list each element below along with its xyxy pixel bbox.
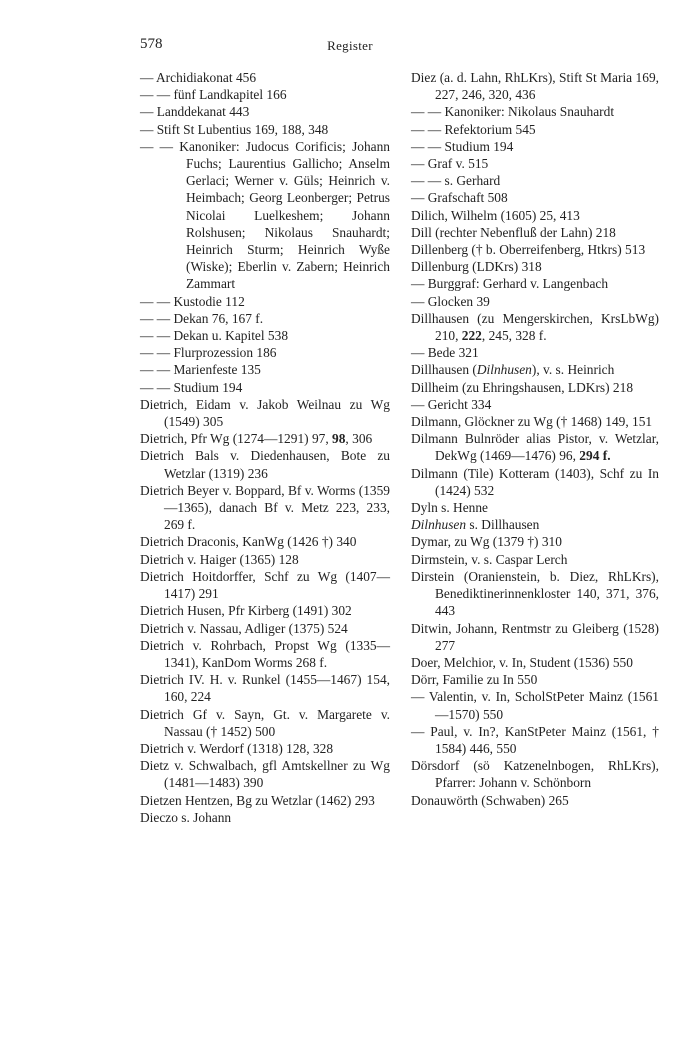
entry-text: Dietrich Beyer v. Boppard, Bf v. Worms (1359—1365), danach Bf v. Metz 223, 233, 269 f.	[140, 482, 390, 533]
entry-text: Dietrich v. Haiger (1365) 128	[140, 551, 299, 567]
index-column-right	[411, 69, 659, 809]
entry-text: — Stift St Lubentius 169, 188, 348	[140, 121, 329, 137]
index-entry	[411, 172, 659, 189]
index-entry	[140, 138, 390, 293]
entry-text: — — s. Gerhard	[411, 173, 501, 189]
index-entry	[411, 69, 659, 103]
running-head: Register	[327, 38, 373, 53]
entry-bold-page: 98	[332, 431, 346, 447]
entry-text: Dietrich Bals v. Diedenhausen, Bote zu Wetzlar (1319) 236	[140, 448, 390, 481]
index-entry	[140, 740, 390, 757]
entry-text: — Paul, v. In?, KanStPeter Mainz (1561, † 1584) 446, 550	[411, 723, 659, 756]
index-entry	[140, 482, 390, 534]
index-entry	[411, 413, 659, 430]
index-entry	[411, 723, 659, 757]
entry-text: Ditwin, Johann, Rentmstr zu Gleiberg (1528) 277	[411, 620, 659, 653]
index-entry	[140, 706, 390, 740]
index-entry	[140, 327, 390, 344]
entry-text: Dörr, Familie zu In 550	[411, 672, 538, 688]
entry-text: — — fünf Landkapitel 166	[140, 87, 287, 103]
entry-text: Dietrich Gf v. Sayn, Gt. v. Margarete v. Nassau († 1452) 500	[140, 706, 390, 739]
index-entry	[140, 637, 390, 671]
index-entry	[411, 275, 659, 292]
entry-text: Donauwörth (Schwaben) 265	[411, 792, 569, 808]
index-entry	[411, 293, 659, 310]
entry-text: — Graf v. 515	[411, 156, 489, 172]
entry-text: Dilmann, Glöckner zu Wg († 1468) 149, 151	[411, 414, 653, 430]
entry-text-after: , 245, 328 f.	[481, 328, 547, 344]
index-entry	[411, 379, 659, 396]
entry-text: — Glocken 39	[411, 293, 490, 309]
entry-text: Dietrich v. Werdorf (1318) 128, 328	[140, 740, 334, 756]
index-entry	[140, 757, 390, 791]
entry-text: Dietzen Hentzen, Bg zu Wetzlar (1462) 293	[140, 792, 375, 808]
index-entry	[140, 792, 390, 809]
entry-bold-page: 222	[461, 328, 482, 344]
entry-text: Dietrich, Pfr Wg (1274—1291) 97,	[140, 431, 333, 447]
entry-text: — — Kanoniker: Judocus Corificis; Johann Fuchs; Laurentius Gallicho; Anselm Gerlaci; Werner v. Güls; Heinrich v. Heimbach; Georg Leonberger; Petrus Nicolai Luelkeshem; Johann Rolshusen; Nikolaus Snauhardt; Heinrich Sturm; Heinrich Wyße (Wiske); Eberlin v. Zabern; Heinrich Zammart	[140, 138, 390, 292]
entry-text: — — Kanoniker: Nikolaus Snauhardt	[411, 104, 615, 120]
index-entry	[411, 258, 659, 275]
index-entry	[411, 792, 659, 809]
entry-text: — — Kustodie 112	[140, 293, 245, 309]
entry-text: — Gericht 334	[411, 396, 492, 412]
index-entry	[140, 103, 390, 120]
index-entry	[411, 671, 659, 688]
index-entry	[140, 809, 390, 826]
entry-text: Dill (rechter Nebenfluß der Lahn) 218	[411, 224, 616, 240]
entry-text: Diez (a. d. Lahn, RhLKrs), Stift St Maria 169, 227, 246, 320, 436	[411, 70, 659, 103]
entry-text: — — Dekan 76, 167 f.	[140, 310, 264, 326]
entry-bold-page: 294 f.	[579, 448, 611, 464]
entry-text: Dilmann (Tile) Kotteram (1403), Schf zu In (1424) 532	[411, 465, 659, 498]
index-entry	[140, 86, 390, 103]
entry-text: — — Flurprozession 186	[140, 345, 277, 361]
entry-text: Dillhausen (zu Mengerskirchen, KrsLbWg) 210,	[411, 310, 659, 344]
index-entry	[140, 310, 390, 327]
entry-text: Dieczo s. Johann	[140, 809, 232, 825]
entry-text: Dietrich v. Rohrbach, Propst Wg (1335—1341), KanDom Worms 268 f.	[140, 637, 390, 670]
entry-text: Dietrich IV. H. v. Runkel (1455—1467) 154, 160, 224	[140, 672, 390, 705]
entry-text: Dillenburg (LDKrs) 318	[411, 259, 542, 275]
page-number: 578	[140, 36, 163, 52]
entry-text-after: s. Dillhausen	[466, 517, 540, 533]
entry-text: — — Refektorium 545	[411, 121, 536, 137]
index-entry	[411, 103, 659, 120]
entry-text: — — Dekan u. Kapitel 538	[140, 328, 289, 344]
index-entry	[411, 568, 659, 620]
index-entry	[140, 602, 390, 619]
entry-text: — Valentin, v. In, ScholStPeter Mainz (1561—1570) 550	[411, 689, 659, 722]
index-entry	[411, 138, 659, 155]
entry-text: Dillenberg († b. Oberreifenberg, Htkrs) 513	[411, 242, 646, 258]
entry-text: Dilmann Bulnröder alias Pistor, v. Wetzlar, DekWg (1469—1476) 96,	[411, 431, 659, 464]
entry-text: Dirmstein, v. s. Caspar Lerch	[411, 551, 568, 567]
entry-text: — Landdekanat 443	[140, 104, 250, 120]
index-entry	[140, 396, 390, 430]
entry-text: Dörsdorf (sö Katzenelnbogen, RhLKrs), Pfarrer: Johann v. Schönborn	[411, 758, 659, 791]
entry-text: — Archidiakonat 456	[140, 70, 257, 85]
index-entry	[140, 447, 390, 481]
index-entry	[411, 533, 659, 550]
index-entry	[411, 344, 659, 361]
index-entry	[140, 344, 390, 361]
index-entry	[411, 155, 659, 172]
entry-text: Dymar, zu Wg (1379 †) 310	[411, 534, 562, 550]
entry-text: Doer, Melchior, v. In, Student (1536) 550	[411, 654, 633, 670]
index-entry	[411, 620, 659, 654]
entry-text: Dietrich Husen, Pfr Kirberg (1491) 302	[140, 603, 352, 619]
entry-text: Dillheim (zu Ehringshausen, LDKrs) 218	[411, 379, 634, 395]
entry-text-after: ), v. s. Heinrich	[531, 362, 615, 378]
entry-text: — — Marienfeste 135	[140, 362, 261, 378]
entry-text: Dyln s. Henne	[411, 500, 488, 516]
index-entry	[411, 430, 659, 464]
entry-text: Dietz v. Schwalbach, gfl Amtskellner zu Wg (1481—1483) 390	[140, 758, 390, 791]
index-entry	[411, 465, 659, 499]
entry-text: Dilich, Wilhelm (1605) 25, 413	[411, 207, 580, 223]
index-entry	[411, 189, 659, 206]
entry-text: — — Studium 194	[411, 138, 514, 154]
index-entry	[140, 620, 390, 637]
index-entry	[411, 516, 659, 533]
entry-text-after: , 306	[345, 431, 373, 447]
index-entry	[140, 69, 390, 86]
entry-text: Dietrich Draconis, KanWg (1426 †) 340	[140, 534, 357, 550]
index-entry	[411, 361, 659, 378]
index-column-left	[140, 69, 390, 826]
index-entry	[140, 533, 390, 550]
index-entry	[140, 379, 390, 396]
entry-text: Dillhausen (	[411, 362, 477, 378]
index-entry	[411, 551, 659, 568]
entry-text: Dietrich Hoitdorffer, Schf zu Wg (1407—1417) 291	[140, 568, 390, 602]
index-entry	[411, 224, 659, 241]
index-entry	[140, 361, 390, 378]
index-entry	[411, 241, 659, 258]
entry-text: — Bede 321	[411, 345, 479, 361]
entry-italic-term: Dilnhusen	[476, 362, 532, 378]
index-entry	[411, 688, 659, 722]
index-entry	[411, 207, 659, 224]
index-entry	[411, 121, 659, 138]
index-entry	[140, 293, 390, 310]
entry-text: — — Studium 194	[140, 379, 243, 395]
index-entry	[411, 499, 659, 516]
index-entry	[140, 430, 390, 447]
index-entry	[411, 310, 659, 344]
index-entry	[411, 396, 659, 413]
index-entry	[140, 121, 390, 138]
entry-text: — Burggraf: Gerhard v. Langenbach	[411, 276, 609, 292]
entry-text: Dietrich v. Nassau, Adliger (1375) 524	[140, 620, 348, 636]
entry-text: — Grafschaft 508	[411, 190, 508, 206]
index-entry	[140, 551, 390, 568]
index-entry	[140, 671, 390, 705]
index-entry	[411, 757, 659, 791]
entry-italic-term: Dilnhusen	[411, 517, 467, 533]
index-entry	[411, 654, 659, 671]
index-entry	[140, 568, 390, 602]
entry-text: Dietrich, Eidam v. Jakob Weilnau zu Wg (1549) 305	[140, 396, 390, 430]
entry-text: Dirstein (Oranienstein, b. Diez, RhLKrs), Benediktinerinnenkloster 140, 371, 376, 443	[411, 568, 659, 619]
